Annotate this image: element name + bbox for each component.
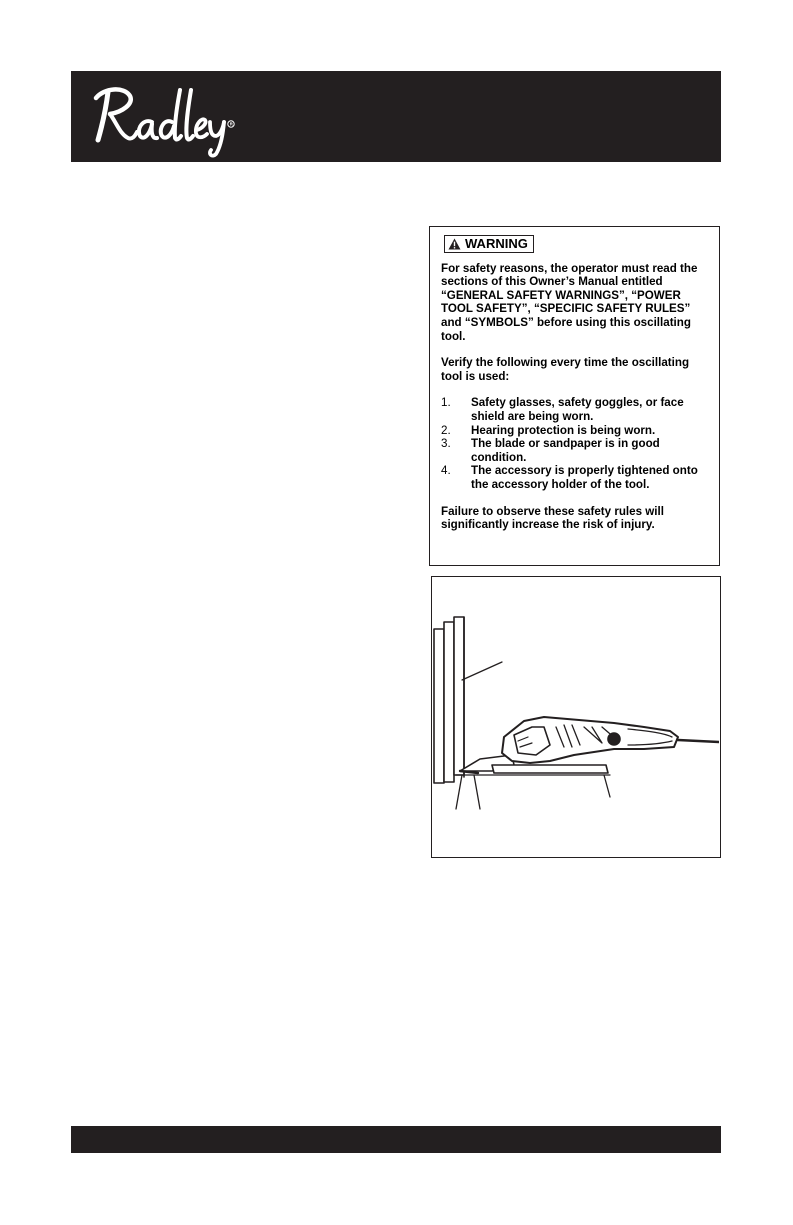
oscillating-tool-illustration [432, 577, 719, 856]
warning-paragraph-2: Verify the following every time the oscillating tool is used: [441, 356, 690, 383]
list-item: 3. The blade or sandpaper is in good condition. [441, 437, 660, 464]
warning-triangle-icon [448, 238, 461, 250]
footer-bar [71, 1126, 721, 1153]
warning-paragraph-3: Failure to observe these safety rules will significantly increase the risk of injury. [441, 504, 664, 532]
warning-checklist [441, 396, 709, 491]
list-item: 4. The accessory is properly tightened onto the accessory holder of the tool. [441, 464, 698, 491]
svg-text:R: R [229, 121, 233, 127]
warning-paragraph-1: For safety reasons, the operator must read the sections of this Owner’s Manual entitled “GENERAL SAFETY WARNINGS”, “POWER TOOL SAFETY”, “SPECIFIC SAFETY RULES” and “SYMBOLS” before using this oscillating tool. [441, 261, 698, 343]
tool-illustration-box [431, 576, 721, 858]
warning-label [444, 235, 534, 253]
warning-label-text: WARNING [465, 236, 528, 251]
radley-logo [90, 78, 240, 160]
warning-box [429, 226, 720, 566]
list-item: 2. Hearing protection is being worn. [441, 423, 656, 437]
list-item: 1. Safety glasses, safety goggles, or face shield are being worn. [441, 396, 684, 423]
